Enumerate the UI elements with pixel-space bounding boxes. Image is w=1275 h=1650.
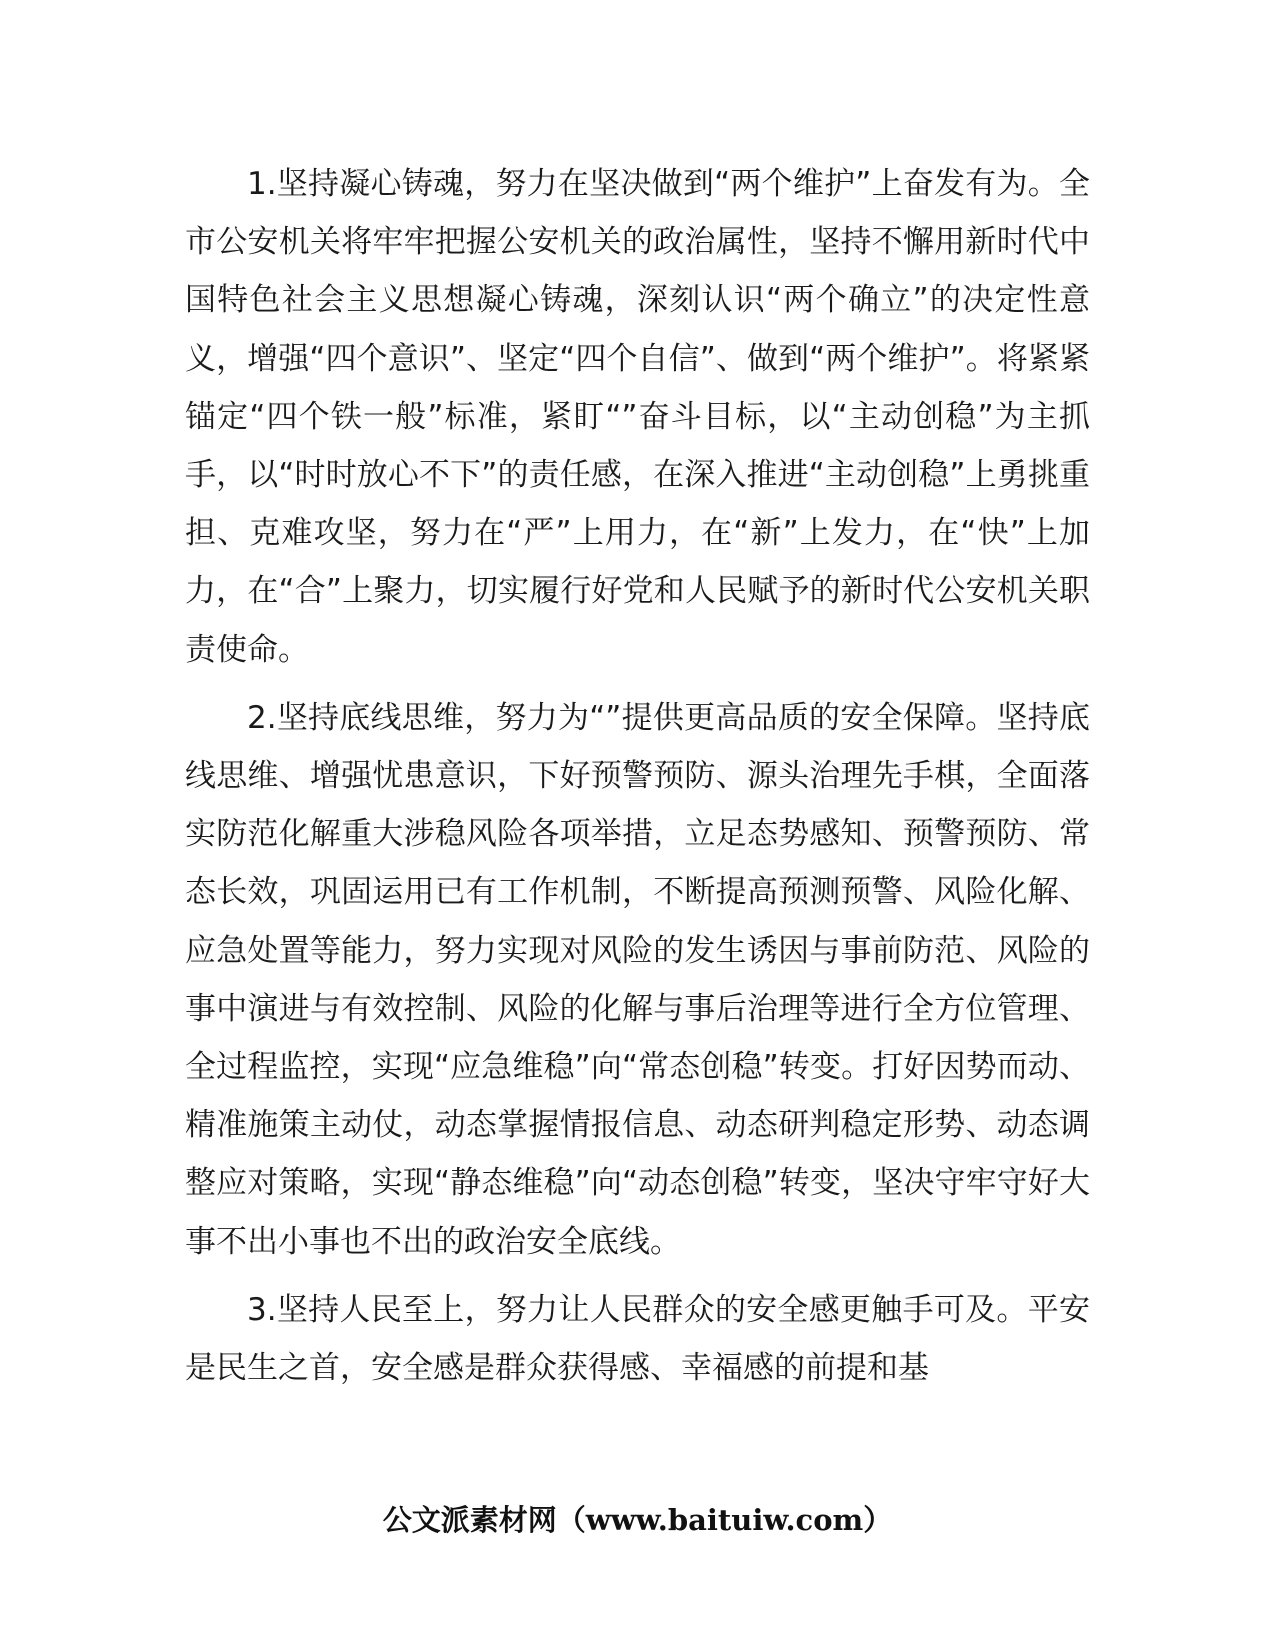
paragraph-3: 3.坚持人民至上，努力让人民群众的安全感更触手可及。平安是民生之首，安全感是群众获得感、幸福感的前提和基 <box>185 1291 1090 1387</box>
document-body <box>185 155 1090 1407</box>
paragraph-2: 2.坚持底线思维，努力为“”提供更高品质的安全保障。坚持底线思维、增强忧患意识，下好预警预防、源头治理先手棋，全面落实防范化解重大涉稳风险各项举措，立足态势感知、预警预防、常态长效，巩固运用已有工作机制，不断提高预测预警、风险化解、应急处置等能力，努力实现对风险的发生诱因与事前防范、风险的事中演进与有效控制、风险的化解与事后治理等进行全方位管理、全过程监控，实现“应急维稳”向“常态创稳”转变。打好因势而动、精准施策主动仗，动态掌握情报信息、动态研判稳定形势、动态调整应对策略，实现“静态维稳”向“动态创稳”转变，坚决守牢守好大事不出小事也不出的政治安全底线。 <box>185 699 1090 1260</box>
footer-watermark: 公文派素材网（www.baituiw.com） <box>382 1503 893 1537</box>
paragraph-1: 1.坚持凝心铸魂，努力在坚决做到“两个维护”上奋发有为。全市公安机关将牢牢把握公安机关的政治属性，坚持不懈用新时代中国特色社会主义思想凝心铸魂，深刻认识“两个确立”的决定性意义，增强“四个意识”、坚定“四个自信”、做到“两个维护”。将紧紧锚定“四个铁一般”标准，紧盯“”奋斗目标，以“主动创稳”为主抓手，以“时时放心不下”的责任感，在深入推进“主动创稳”上勇挑重担、克难攻坚，努力在“严”上用力，在“新”上发力，在“快”上加力，在“合”上聚力，切实履行好党和人民赋予的新时代公安机关职责使命。 <box>185 166 1090 668</box>
